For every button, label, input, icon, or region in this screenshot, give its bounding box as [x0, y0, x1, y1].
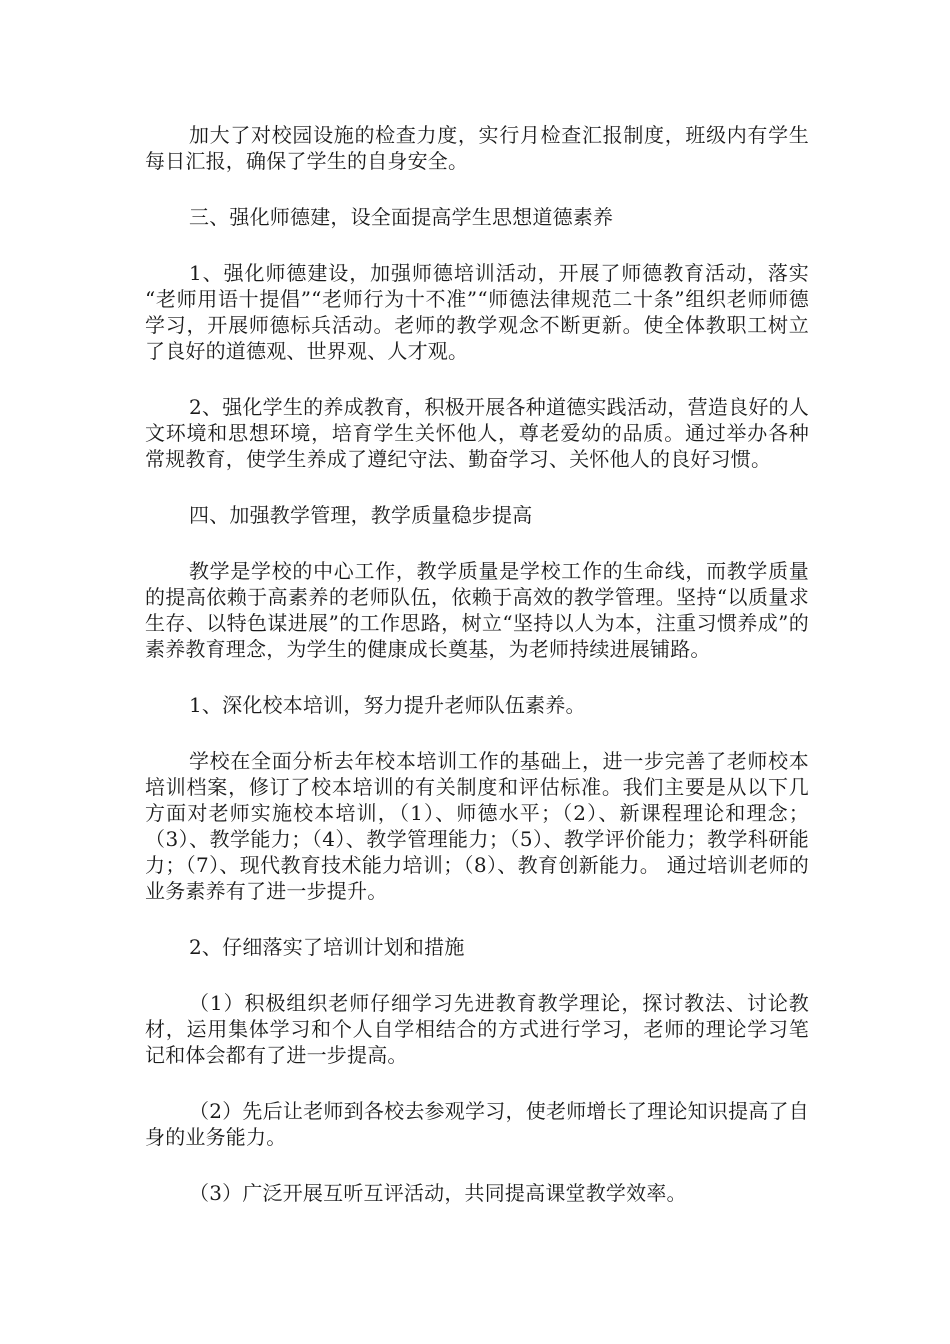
paragraph-plan-item-1: （1）积极组织老师仔细学习先进教育教学理论，探讨教法、讨论教材，运用集体学习和个人自学相结合的方式进行学习，老师的理论学习笔记和体会都有了进一步提高。	[145, 991, 809, 1067]
paragraph-safety-inspection: 加大了对校园设施的检查力度，实行月检查汇报制度，班级内有学生每日汇报，确保了学生的自身安全。	[145, 123, 809, 173]
paragraph-ethics-training: 1、强化师德建设，加强师德培训活动，开展了师德教育活动，落实 “老师用语十提倡”“老师行为十不准”“师德法律规范二十条”组织老师师德学习，开展师德标兵活动。老师的教学观念不断更新。使全体教职工树立了良好的道德观、世界观、人才观。	[145, 261, 809, 363]
section-heading-teacher-ethics: 三、强化师德建，设全面提高学生思想道德素养	[189, 205, 614, 229]
paragraph-training-details: 学校在全面分析去年校本培训工作的基础上，进一步完善了老师校本培训档案，修订了校本培训的有关制度和评估标准。我们主要是从以下几方面对老师实施校本培训，（1）、师德水平；（2）、新课程理论和理念；（3）、教学能力；（4）、教学管理能力；（5）、教学评价能力；教学科研能力；（7）、现代教育技术能力培训；（8）、教育创新能力。 通过培训老师的业务素养有了进一步提升。	[145, 749, 809, 903]
document-body	[145, 122, 809, 1236]
paragraph-teaching-quality: 教学是学校的中心工作，教学质量是学校工作的生命线，而教学质量的提高依赖于高素养的老师队伍，依赖于高效的教学管理。坚持“以质量求生存、以特色谋进展”的工作思路，树立“坚持以人为本，注重习惯养成”的素养教育理念，为学生的健康成长奠基，为老师持续进展铺路。	[145, 559, 809, 661]
paragraph-plan-item-2: （2）先后让老师到各校去参观学习，使老师增长了理论知识提高了自身的业务能力。	[145, 1099, 809, 1149]
paragraph-student-habits: 2、强化学生的养成教育，积极开展各种道德实践活动，营造良好的人文环境和思想环境，培育学生关怀他人，尊老爱幼的品质。通过举办各种常规教育，使学生养成了遵纪守法、勤奋学习、关怀他人的良好习惯。	[145, 395, 809, 471]
subheading-school-training: 1、深化校本培训，努力提升老师队伍素养。	[189, 693, 586, 717]
subheading-training-plan: 2、仔细落实了培训计划和措施	[189, 935, 465, 959]
paragraph-plan-item-3: （3）广泛开展互听互评活动，共同提高课堂教学效率。	[189, 1181, 687, 1205]
section-heading-teaching-management: 四、加强教学管理，教学质量稳步提高	[189, 503, 533, 527]
